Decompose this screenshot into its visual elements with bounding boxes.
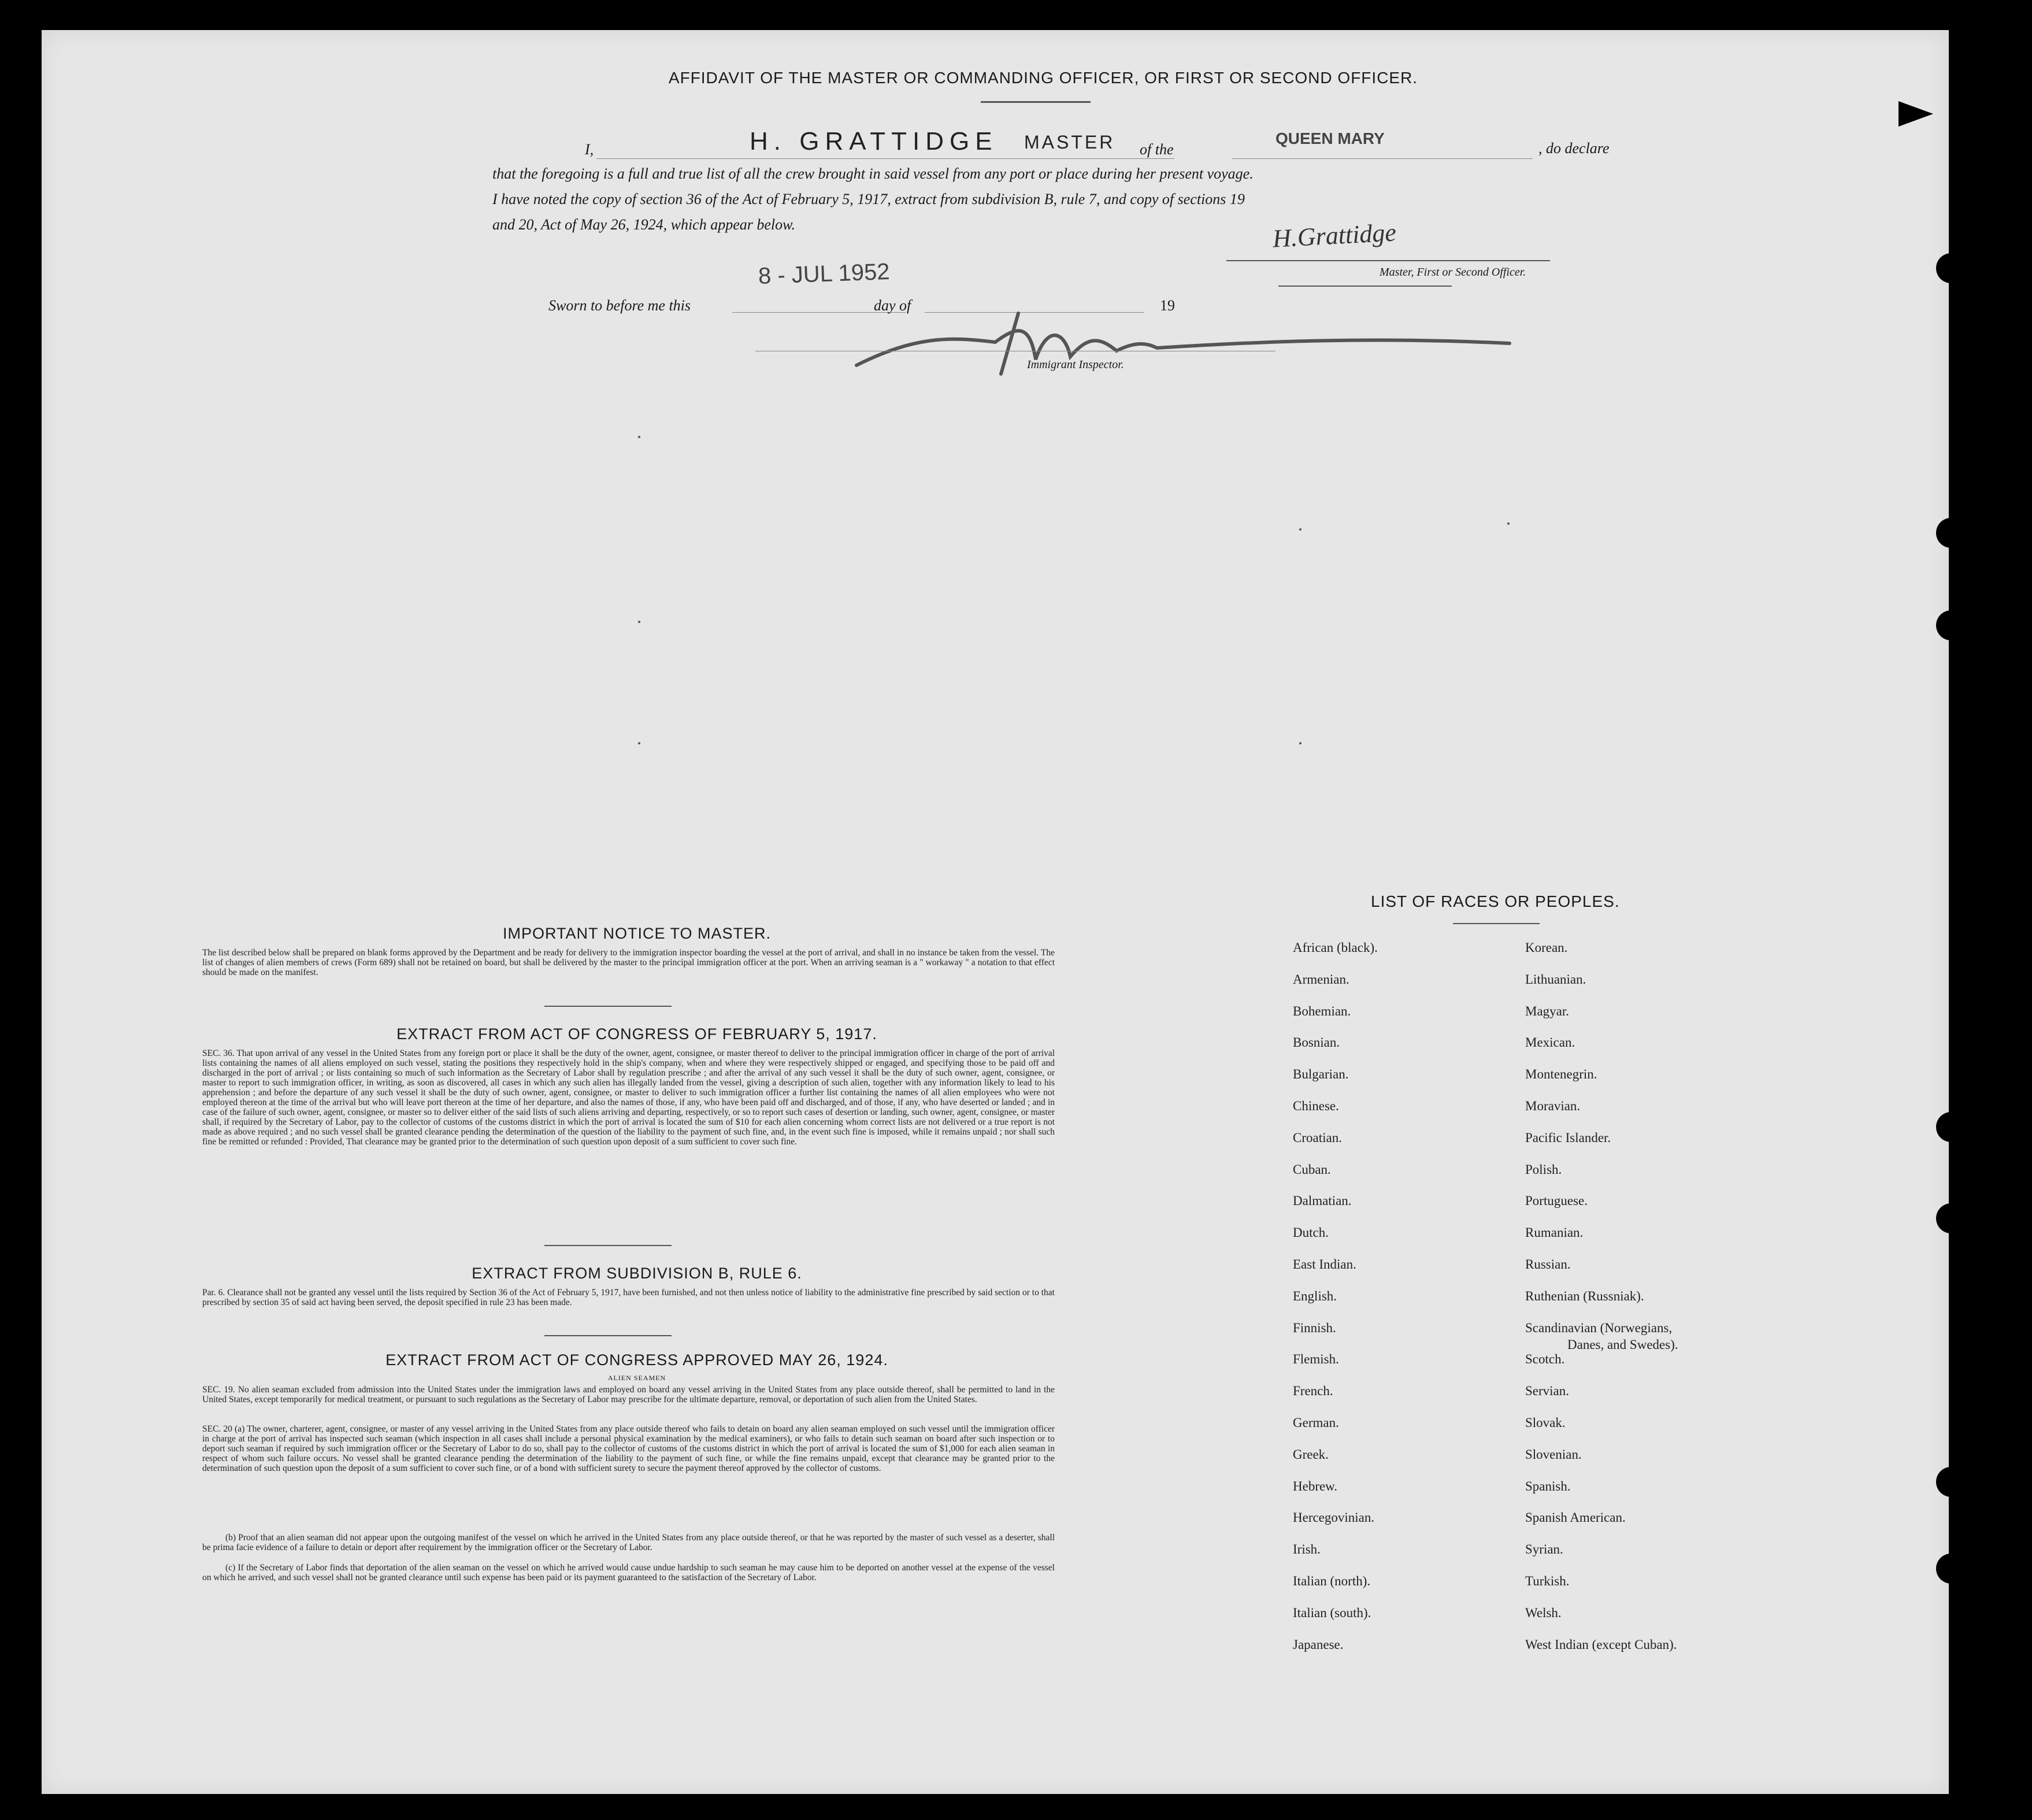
race-item: Scandinavian (Norwegians, xyxy=(1525,1320,1673,1335)
extract-1917-body: SEC. 36. That upon arrival of any vessel in the United States from any foreign port or place it shall be the duty of the owner, agent, consignee, or master thereof to deliver to the principal immigration officer in charge of the port of arrival lists containing the names of all aliens employed on such vessel, stating the positions they respectively hold in the ship's company, when and where they were respectively shipped or engaged, and specifying those to be paid off and discharged in the port of arrival ; or lists containing so much of such information as the Secretary of Labor shall by regulation prescribe ; and after the arrival of any such vessel it shall be the duty of such owner, agent, consignee, or master to report to such immigration officer, in writing, as soon as discovered, all cases in which any such alien has illegally landed from the vessel, giving a description of such alien, together with any information likely to lead to his apprehension ; and before the departure of any such vessel it shall be the duty of such owner, agent, consignee, or master to deliver to such immigration officer a further list containing the names of all alien employees who were not employed thereon at the time of the arrival but who will leave port thereon at the time of her departure, and also the names of those, if any, who have been paid off and discharged, and of those, if any, who have deserted or landed ; and in case of the failure of such owner, agent, consignee, or master so to deliver either of the said lists of such aliens arriving and departing, respectively, or so to report such cases of desertion or landing, such owner, agent, consignee, or master shall, if required by the Secretary of Labor, pay to the collector of customs of the customs district in which the port of arrival is located the sum of $10 for each alien concerning whom correct lists are not delivered or a true report is not made as above required ; and no such vessel shall be granted clearance pending the determination of the question of the liability to the payment of such fine, and, in the event such fine is imposed, while it remains unpaid ; nor shall such fine be remitted or refunded : Provided, That clearance may be granted prior to the determination of such question upon deposit of a sum sufficient to cover such fine. xyxy=(202,1048,1055,1147)
race-item: Dutch. xyxy=(1293,1225,1329,1240)
race-item: Portuguese. xyxy=(1525,1193,1588,1209)
race-item: Italian (south). xyxy=(1293,1605,1371,1620)
declaration-line-2: I have noted the copy of section 36 of the Act of February 5, 1917, extract from subdivision B, rule 7, and copy of sections 19 xyxy=(492,191,1245,207)
race-item: Flemish. xyxy=(1293,1352,1339,1367)
race-item: Lithuanian. xyxy=(1525,972,1586,987)
extract-1917-heading: EXTRACT FROM ACT OF CONGRESS OF FEBRUARY 5, 1917. xyxy=(396,1025,877,1043)
race-item: Ruthenian (Russniak). xyxy=(1525,1288,1644,1303)
races-heading: LIST OF RACES OR PEOPLES. xyxy=(1371,892,1620,910)
race-item: Slovenian. xyxy=(1525,1447,1582,1462)
vessel-line xyxy=(1232,158,1533,159)
column-dot xyxy=(638,436,640,438)
year-prefix: 19 xyxy=(1160,297,1175,314)
race-item: Hercegovinian. xyxy=(1293,1510,1375,1525)
race-item: Polish. xyxy=(1525,1162,1562,1177)
race-item: Finnish. xyxy=(1293,1320,1336,1335)
race-item: Slovak. xyxy=(1525,1415,1566,1430)
race-item: Cuban. xyxy=(1293,1162,1331,1177)
notice-heading: IMPORTANT NOTICE TO MASTER. xyxy=(502,925,772,942)
race-item: Hebrew. xyxy=(1293,1478,1338,1493)
extract-1924-heading: EXTRACT FROM ACT OF CONGRESS APPROVED MAY 26, 1924. xyxy=(385,1351,888,1369)
race-item: Mexican. xyxy=(1525,1035,1575,1050)
race-item: Spanish. xyxy=(1525,1478,1571,1493)
inspector-signature xyxy=(845,302,1538,383)
column-dot xyxy=(1299,528,1301,531)
race-item: French. xyxy=(1293,1384,1333,1399)
race-item: Moravian. xyxy=(1525,1099,1581,1113)
column-dot xyxy=(1299,742,1301,744)
name-line xyxy=(596,158,1174,159)
affidavit-title: AFFIDAVIT OF THE MASTER OR COMMANDING OFFICER, OR FIRST OR SECOND OFFICER. xyxy=(668,69,1418,87)
master-signature: H.Grattidge xyxy=(1271,218,1397,253)
binder-hole xyxy=(1936,253,1966,283)
binder-hole xyxy=(1936,518,1966,548)
race-item: Irish. xyxy=(1293,1542,1321,1557)
race-scandinavian-continued: Danes, and Swedes). xyxy=(1567,1337,1678,1352)
races-rule xyxy=(1453,923,1540,924)
race-item: Dalmatian. xyxy=(1293,1193,1352,1209)
binder-hole xyxy=(1936,1554,1966,1584)
day-of-label: day of xyxy=(874,297,911,314)
extract-1924-sec20b: (b) Proof that an alien seaman did not appear upon the outgoing manifest of the vessel on which he arrived in the United States from any place outside thereof, or that he was reported by the master of such vessel as a deserter, shall be prima facie evidence of a failure to detain or deport after requirement by the immigration officer or the Secretary of Labor. xyxy=(202,1533,1055,1552)
race-item: Bosnian. xyxy=(1293,1035,1340,1050)
binder-hole xyxy=(1936,1467,1966,1497)
race-item: Greek. xyxy=(1293,1447,1329,1462)
column-dot xyxy=(1507,522,1510,525)
race-item: Japanese. xyxy=(1293,1637,1344,1652)
do-declare-label: , do declare xyxy=(1538,140,1610,157)
race-item: Magyar. xyxy=(1525,1003,1570,1018)
race-item: Armenian. xyxy=(1293,972,1349,987)
race-item: Montenegrin. xyxy=(1525,1067,1597,1082)
inspector-caption: Immigrant Inspector. xyxy=(1027,358,1124,371)
extract-1924-sec20a: SEC. 20 (a) The owner, charterer, agent, consignee, or master of any vessel arriving in the United States from any place outside thereof who fails to detain on board any alien seaman employed on such vessel until the immigration officer in charge at the port of arrival has inspected such seaman (which inspection in all cases shall include a personal physical examination by the medical examiners), or who fails to detain such seaman on board after such inspection or to deport such seaman if required by such immigration officer or the Secretary of Labor to do so, shall pay to the collector of customs of the customs district in which the port of arrival is located the sum of $1,000 for each alien seaman in respect of whom such failure occurs. No vessel shall be granted clearance pending the determination of the liability to the payment of such fine, or while the fine remains unpaid, except that clearance may be granted prior to the determination of such question upon the deposit of a sum sufficient to cover such fine, or of a bond with sufficient surety to secure the payment thereof approved by the collector of customs. xyxy=(202,1424,1055,1473)
signature-line-lower xyxy=(1278,286,1452,287)
title-rule xyxy=(981,101,1091,103)
race-item: Bohemian. xyxy=(1293,1003,1351,1018)
binder-hole xyxy=(1936,610,1966,640)
document-page xyxy=(42,30,1949,1794)
race-item: Rumanian. xyxy=(1525,1225,1584,1240)
master-caption: Master, First or Second Officer. xyxy=(1380,266,1526,279)
race-item: West Indian (except Cuban). xyxy=(1525,1637,1677,1652)
of-the-label: of the xyxy=(1140,141,1174,158)
race-item: Servian. xyxy=(1525,1384,1570,1399)
extract-1924-sec20c: (c) If the Secretary of Labor finds that deportation of the alien seaman on the vessel on which he arrived would cause undue hardship to such seaman he may cause him to be deported on another vessel at the expense of the vessel on which he arrived, and such vessel shall not be granted clearance until such expense has been paid or its payment guaranteed to the satisfaction of the Secretary of Labor. xyxy=(202,1563,1055,1582)
race-item: East Indian. xyxy=(1293,1257,1356,1272)
extract-1924-sec19: SEC. 19. No alien seaman excluded from admission into the United States under the immigration laws and employed on board any vessel arriving in the United States from any place outside thereof, shall be permitted to land in the United States, except temporarily for medical treatment, or pursuant to such regulations as the Secretary of Labor may prescribe for the ultimate departure, removal, or deportation of such alien from the United States. xyxy=(202,1385,1055,1404)
race-item: Pacific Islander. xyxy=(1525,1130,1611,1145)
date-stamp: 8 - JUL 1952 xyxy=(758,259,891,289)
race-item: Spanish American. xyxy=(1525,1510,1626,1525)
race-item: Croatian. xyxy=(1293,1130,1342,1145)
i-label: I, xyxy=(585,141,594,158)
race-item: Chinese. xyxy=(1293,1099,1339,1113)
race-item: Turkish. xyxy=(1525,1574,1570,1588)
notice-body: The list described below shall be prepared on blank forms approved by the Department and be ready for delivery to the immigration inspector boarding the vessel at the port of arrival, and shall in no instance be taken from the vessel. The list of changes of alien members of crews (Form 689) shall not be retained on board, but shall be delivered by the master to the principal immigration officer at the port. When an arriving seaman is a " workaway " a notation to that effect should be made on the manifest. xyxy=(202,948,1055,977)
column-dot xyxy=(638,621,640,623)
race-item: African (black). xyxy=(1293,940,1378,955)
master-rank-handwritten: MASTER xyxy=(1024,132,1115,153)
race-item: Italian (north). xyxy=(1293,1574,1371,1588)
binder-hole xyxy=(1936,1112,1966,1142)
alien-seamen-subheading: ALIEN SEAMEN xyxy=(607,1374,666,1382)
notice-rule xyxy=(544,1006,672,1007)
declaration-line-1: that the foregoing is a full and true list of all the crew brought in said vessel from any port or place during her present voyage. xyxy=(492,165,1254,182)
page-tab-marker xyxy=(1898,101,1933,127)
race-item: English. xyxy=(1293,1288,1337,1303)
subdivision-b-heading: EXTRACT FROM SUBDIVISION B, RULE 6. xyxy=(472,1265,802,1282)
race-item: Syrian. xyxy=(1525,1542,1563,1557)
subdivision-b-rule xyxy=(544,1335,672,1336)
signature-line-upper xyxy=(1226,260,1550,261)
binder-hole xyxy=(1936,1203,1966,1233)
column-dot xyxy=(638,742,640,744)
race-item: Scotch. xyxy=(1525,1352,1565,1367)
declaration-line-3: and 20, Act of May 26, 1924, which appear below. xyxy=(492,216,796,233)
master-name-handwritten: H. GRATTIDGE xyxy=(750,127,998,155)
sworn-label: Sworn to before me this xyxy=(548,297,691,314)
vessel-name-stamp: QUEEN MARY xyxy=(1275,129,1385,147)
race-item: Bulgarian. xyxy=(1293,1067,1349,1082)
subdivision-b-body: Par. 6. Clearance shall not be granted any vessel until the lists required by Section 36 of the Act of February 5, 1917, have been furnished, and not then unless notice of liability to the administrative fine prescribed by said section or to that prescribed by section 35 of said act having been served, the deposit specified in rule 23 has been made. xyxy=(202,1288,1055,1307)
race-item: German. xyxy=(1293,1415,1339,1430)
race-item: Korean. xyxy=(1525,940,1568,955)
race-item: Welsh. xyxy=(1525,1605,1562,1620)
extract-1917-rule xyxy=(544,1245,672,1246)
race-item: Russian. xyxy=(1525,1257,1571,1272)
